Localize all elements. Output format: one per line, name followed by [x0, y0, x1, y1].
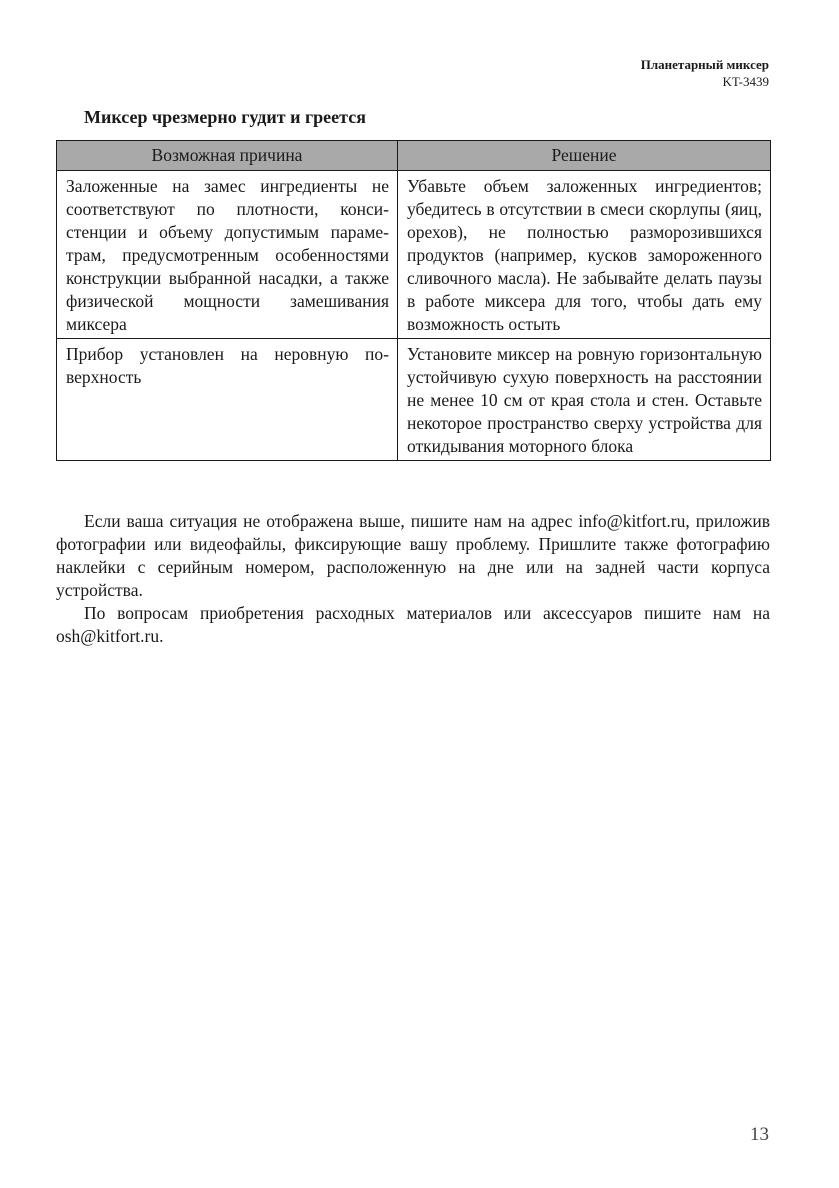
cause-cell: Заложенные на замес ингредиенты не соответствуют по плотности, консистенции и объему допустимым параметрам, предусмотренным особенностями конструкции выбранной насадки, а также физической мощности замешивания миксера: [57, 171, 398, 339]
cause-cell: Прибор установлен на неровную поверхность: [57, 339, 398, 461]
table-row: [57, 339, 771, 461]
column-header-cause: Возможная причина: [57, 141, 398, 171]
table-header-row: [57, 141, 771, 171]
solution-cell: Установите миксер на ровную горизонтальную устойчивую сухую поверхность на расстоянии не менее 10 см от края стола и стен. Оставьте некоторое пространство сверху устройства для откидывания моторного блока: [398, 339, 771, 461]
section-title: Миксер чрезмерно гудит и греется: [84, 107, 366, 127]
page-header: [641, 56, 769, 90]
column-header-solution: Решение: [398, 141, 771, 171]
header-model-number: KT-3439: [722, 74, 769, 89]
solution-cell: Убавьте объем заложенных ингредиентов; убедитесь в отсутствии в смеси скорлупы (яиц, орехов), не полностью разморозившихся продуктов (например, кусков замороженного сливочного масла). Не забывайте делать паузы в работе миксера для того, чтобы дать ему возможность остыть: [398, 171, 771, 339]
header-product-name: Планетарный миксер: [640, 57, 769, 72]
accessories-paragraph: По вопросам приобретения расходных материалов или аксессуаров пишите нам на osh@kitfort.ru.: [56, 603, 770, 646]
body-text: [56, 510, 770, 648]
troubleshooting-table: [56, 140, 771, 461]
table-row: [57, 171, 771, 339]
contact-paragraph: Если ваша ситуация не отображена выше, пишите нам на адрес info@kitfort.ru, приложив фотографии или видеофайлы, фиксирующие вашу проблему. Пришлите также фотографию наклейки с серийным номером, расположенную на дне или на задней части корпуса устройства.: [56, 511, 770, 600]
page-number: 13: [750, 1124, 769, 1145]
